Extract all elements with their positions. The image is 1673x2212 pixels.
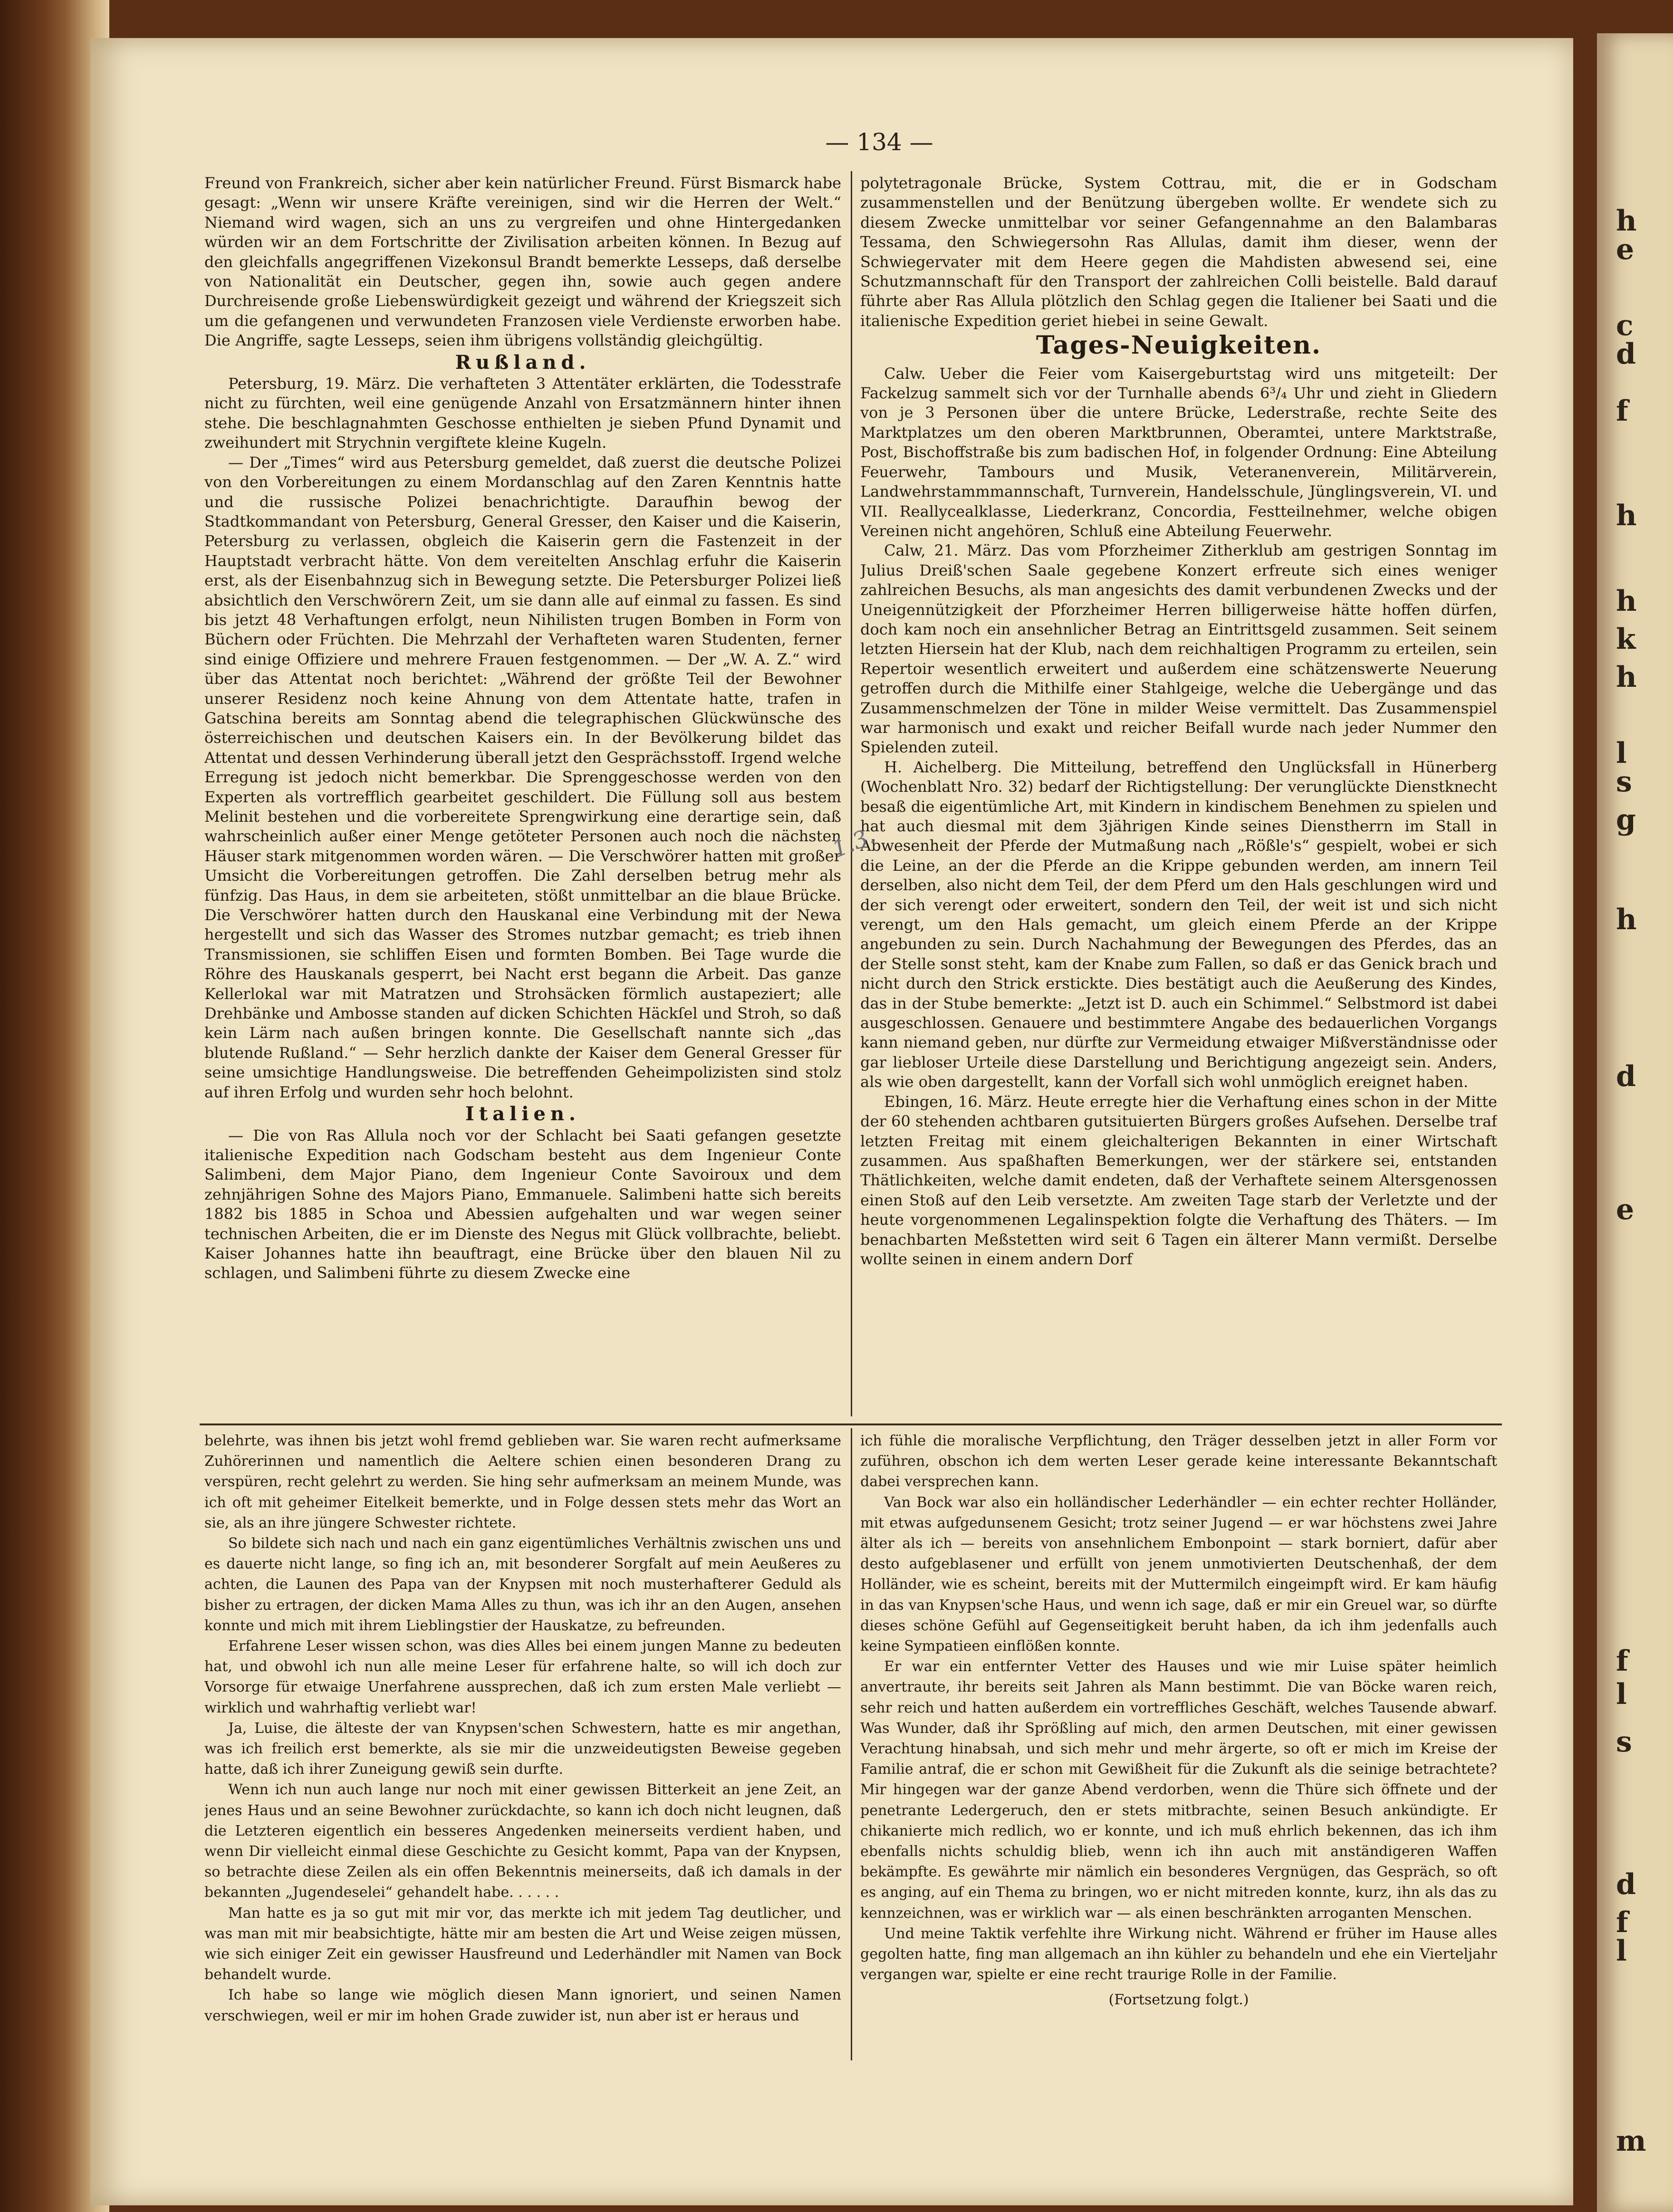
adjacent-page-letter: l xyxy=(1616,737,1627,770)
story-paragraph: ich fühle die moralische Verpflichtung, den Träger desselben jetzt in aller Form vor zuführen, obschon ich dem werten Leser gerade keine interessante Bekanntschaft dabei versprechen kann. xyxy=(860,1433,1497,1491)
article-paragraph: Petersburg, 19. März. Die verhafteten 3 Attentäter erklärten, die Todesstrafe nicht zu fürchten, weil eine genügende Anzahl von Ersatzmännern hinter ihnen stehe. Die beschlagnahmten Geschosse enthielten je sieben Pfund Dynamit und zweihundert mit Strychnin vergiftete kleine Kugeln. xyxy=(204,375,841,452)
continuation-note: (Fortsetzung folgt.) xyxy=(1108,1991,1249,2009)
adjacent-page-edge xyxy=(1597,33,1673,2212)
story-paragraph: So bildete sich nach und nach ein ganz eigentümliches Verhältnis zwischen uns und es dauerte nicht lange, so fing ich an, mit besonderer Sorgfalt auf mein Aeußeres zu achten, die Launen des Papa van der Knypsen mit noch musterhafterer Geduld als bisher zu ertragen, der dicken Mama Alles zu thun, was ich ihr an den Augen, ansehen konnte und mich mit ihrem Lieblingstier der Hauskatze, zu befreunden. xyxy=(204,1535,841,1634)
story-paragraph: Und meine Taktik verfehlte ihre Wirkung nicht. Während er früher im Hause alles gegolten hatte, fing man allgemach an ihn kühler zu behandeln und ehe ein Vierteljahr vergangen war, spielte er eine recht traurige Rolle in der Familie. xyxy=(860,1925,1497,1983)
column-divider xyxy=(851,171,852,1416)
adjacent-page-letter: g xyxy=(1616,803,1636,837)
adjacent-page-letter: e xyxy=(1616,233,1635,266)
article-paragraph: Freund von Frankreich, sicher aber kein natürlicher Freund. Fürst Bismarck habe gesagt: „Wenn wir unsere Kräfte vereinigen, sind wir die Herren der Welt.“ Niemand wird wagen, sich an uns zu vergreifen und ohne Hintergedanken würden wir an dem Fortschritte der Zivilisation arbeiten können. In Bezug auf den gleichfalls angegriffenen Vizekonsul Brandt bemerkte Lesseps, daß derselbe von Nationalität ein Deutscher, gegen ihn, sowie auch gegen andere Durchreisende große Liebenswürdigkeit gezeigt und während der Kriegszeit sich um die gefangenen und verwundeten Franzosen viele Verdienste erworben habe. Die Angriffe, sagte Lesseps, seien ihm übrigens vollständig gleichgültig. xyxy=(204,174,841,350)
adjacent-page-letter: e xyxy=(1616,1193,1635,1226)
article-paragraph: — Die von Ras Allula noch vor der Schlacht bei Saati gefangen gesetzte italienische Expedition nach Godscham besteht aus dem Ingenieur Conte Salimbeni, dem Major Piano, dem Ingenieur Conte Savoiroux und dem zehnjährigen Sohne des Majors Piano, Emmanuele. Salimbeni hatte sich bereits 1882 bis 1885 in Schoa und Abessien aufgehalten und war wegen seiner technischen Arbeiten, die er im Dienste des Negus mit Glück vollbrachte, beliebt. Kaiser Johannes hatte ihn beauftragt, eine Brücke über den blauen Nil zu schlagen, und Salimbeni führte zu diesem Zwecke eine xyxy=(204,1126,841,1282)
section-heading-tages-neuigkeiten: Tages-Neuigkeiten. xyxy=(1036,331,1322,360)
story-paragraph: belehrte, was ihnen bis jetzt wohl fremd geblieben war. Sie waren recht aufmerksame Zuhörerinnen und namentlich die Aeltere schien einen besonderen Drang zu verspüren, recht gelehrt zu werden. Sie hing sehr aufmerksam an meinem Munde, was ich oft mit geheimer Eitelkeit bemerkte, und in Folge dessen stets mehr das Wort an sie, als an ihre jüngere Schwester richtete. xyxy=(204,1433,841,1531)
story-paragraph: Er war ein entfernter Vetter des Hauses und wie mir Luise später heimlich anvertraute, ihr bereits seit Jahren als Mann bestimmt. Die van Böcke waren reich, sehr reich und hatten außerdem ein vortreffliches Geschäft, welches Tausende abwarf. Was Wunder, daß ihr Sprößling auf mich, den armen Deutschen, mit einer gewissen Verachtung hinabsah, und sich mehr und mehr ärgerte, so oft er mich im Kreise der Familie antraf, die er schon mit Gewißheit für die Zukunft als die seinige betrachtete? Mir hingegen war der ganze Abend verdorben, wenn die Thüre sich öffnete und der penetrante Ledergeruch, den er stets mitbrachte, seinen Besuch ankündigte. Er chikanierte mich redlich, wo er konnte, und ich muß ehrlich bekennen, das ich ihm ebenfalls nichts schuldig blieb, wenn ich ihn auch mit anständigeren Waffen bekämpfte. Es gewährte mir nämlich ein besonderes Vergnügen, das Gespräch, so oft es anging, auf ein Thema zu bringen, wo er nicht mitreden konnte, kurz, ihn als das zu kennzeichnen, was er wirklich war — als einen beschränkten arroganten Menschen. xyxy=(860,1658,1497,1922)
adjacent-page-letter: l xyxy=(1616,1678,1627,1711)
story-paragraph: Wenn ich nun auch lange nur noch mit einer gewissen Bitterkeit an jene Zeit, an jenes Haus und an seine Bewohner zurückdachte, so kann ich doch nicht leugnen, daß die Letzteren eigentlich ein besseres Angedenken meinerseits verdient haben, und wenn Dir vielleicht einmal diese Geschichte zu Gesicht kommt, Papa van der Knypsen, so betrachte diese Zeilen als ein offen Bekenntnis meinerseits, daß ich damals in der bekannten „Jugendeselei“ gehandelt habe. . . . . . xyxy=(204,1781,841,1901)
adjacent-page-letter: s xyxy=(1616,1725,1632,1759)
article-paragraph: Calw. Ueber die Feier vom Kaisergeburtstag wird uns mitgeteilt: Der Fackelzug sammelt sich vor der Turnhalle abends 6³/₄ Uhr und zieht in Gliedern von je 3 Personen über die untere Brücke, Lederstraße, rechte Seite des Marktplatzes um den oberen Marktbrunnen, Oberamtei, untere Marktstraße, Post, Bischoffstraße bis zum badischen Hof, in folgender Ordnung: Eine Abteilung Feuerwehr, Tambours und Musik, Veteranenverein, Militärverein, Landwehrstammmannschaft, Turnverein, Handelsschule, Jünglingsverein, VI. und VII. Reallycealklasse, Liederkranz, Concordia, Festteilnehmer, welche obigen Vereinen nicht angehören, Schluß eine Abteilung Feuerwehr. xyxy=(860,364,1497,540)
article-paragraph: Calw, 21. März. Das vom Pforzheimer Zitherklub am gestrigen Sonntag im Julius Dreiß'schen Saale gegebene Konzert erfreute sich eines weniger zahlreichen Besuchs, als man angesichts des damit verbundenen Zwecks und der Uneigennützigkeit der Pforzheimer Herren billigerweise hätte hoffen dürfen, doch kam noch ein ansehnlicher Betrag an Eintrittsgeld zusammen. Seit seinem letzten Hiersein hat der Klub, nach dem reichhaltigen Programm zu erteilen, sein Repertoir wesentlich erweitert und außerdem eine schätzenswerte Neuerung getroffen durch die Mithilfe einer Stahlgeige, welche die Uebergänge und das Zusammenschmelzen der Töne in milder Weise vermittelt. Das Zusammenspiel war harmonisch und exakt und reicher Beifall wurde nach jeder Nummer den Spielenden zuteil. xyxy=(860,541,1497,757)
adjacent-page-letter: l xyxy=(1616,1934,1627,1968)
story-paragraph: Van Bock war also ein holländischer Lederhändler — ein echter rechter Holländer, mit etwas aufgedunsenem Gesicht; trotz seiner Jugend — er war höchstens zwei Jahre älter als ich — bereits von ansehnlichem Embonpoint — stark borniert, dafür aber desto aufgeblasener und erfüllt von jenem unmotivierten Deutschenhaß, der dem Holländer, wie es scheint, bereits mit der Muttermilch eingeimpft wird. Er kam häufig in das van Knypsen'sche Haus, und wenn ich sage, daß er mir ein Greuel war, so dürfte dieses schöne Gefühl auf Gegenseitigkeit beruht haben, da ich ihm jedenfalls auch keine Sympatieen einflößen konnte. xyxy=(860,1494,1497,1655)
adjacent-page-letter: s xyxy=(1616,765,1632,798)
news-column-right xyxy=(860,173,1497,1419)
adjacent-page-letter: h xyxy=(1616,903,1637,936)
adjacent-page-letter: f xyxy=(1616,1645,1628,1678)
feuilleton-column-right xyxy=(860,1431,1497,2063)
article-paragraph: Ebingen, 16. März. Heute erregte hier die Verhaftung eines schon in der Mitte der 60 stehenden achtbaren gutsituierten Bürgers großes Aufsehen. Derselbe traf letzten Freitag mit einem gleichalterigen Bekannten in einer Wirtschaft zusammen. Aus spaßhaften Bemerkungen, wer der stärkere sei, entstanden Thätlichkeiten, welche damit endeten, daß der Verhaftete seinem Altersgenossen einen Stoß auf den Leib versetzte. Am zweiten Tage starb der Verletzte und der heute vorgenommenen Legalinspektion folgte die Verhaftung des Thäters. — Im benachbarten Meßstetten wird seit 6 Tagen ein älterer Mann vermißt. Derselbe wollte seinen in einem andern Dorf xyxy=(860,1092,1497,1268)
adjacent-page-letter: m xyxy=(1616,2125,1646,2158)
adjacent-page-letter: d xyxy=(1616,1868,1636,1901)
news-column-left xyxy=(204,173,841,1419)
story-paragraph: Ich habe so lange wie möglich diesen Mann ignoriert, und seinen Namen verschwiegen, weil er mir im hohen Grade zuwider ist, nun aber ist er heraus und xyxy=(204,1987,841,2024)
story-paragraph: Man hatte es ja so gut mit mir vor, das merkte ich mit jedem Tag deutlicher, und was man mit mir beabsichtigte, hätte mir am besten die Art und Weise zeigen müssen, wie sich einiger Zeit ein gewisser Hausfreund und Lederhändler mit Namen van Bock behandelt wurde. xyxy=(204,1904,841,1983)
column-divider xyxy=(851,1428,852,2060)
story-paragraph: Ja, Luise, die älteste der van Knypsen'schen Schwestern, hatte es mir angethan, was ich freilich erst bemerkte, als sie mir die unzweideutigsten Beweise gegeben hatte, daß ich ihrer Zuneigung gewiß sein durfte. xyxy=(204,1720,841,1778)
section-heading-russland: Rußland. xyxy=(455,351,591,374)
adjacent-page-letter: h xyxy=(1616,585,1637,618)
article-paragraph: polytetragonale Brücke, System Cottrau, mit, die er in Godscham zusammenstellen und der Benützung übergeben wollte. Er wendete sich zu diesem Zwecke unmittelbar vor seiner Gefangennahme an den Balambaras Tessama, den Schwiegersohn Ras Allulas, damit ihm dieser, wenn der Schwiegervater mit dem Heere gegen die Mahdisten abwesend sei, eine Schutzmannschaft für den Transport der zahlreichen Colli beistelle. Bald darauf führte aber Ras Allula plötzlich den Schlag gegen die Italiener bei Saati und die italienische Expedition geriet hiebei in seine Gewalt. xyxy=(860,174,1497,330)
story-paragraph: Erfahrene Leser wissen schon, was dies Alles bei einem jungen Manne zu bedeuten hat, und obwohl ich nun alle meine Leser für erfahrene halte, so will ich doch zur Vorsorge für etwaige Unerfahrene aussprechen, daß ich zum ersten Male verliebt — wirklich und wahrhaftig verliebt war! xyxy=(204,1638,841,1716)
page-number: — 134 — xyxy=(825,128,933,156)
feuilleton-divider xyxy=(200,1423,1502,1425)
adjacent-page-letter: h xyxy=(1616,204,1637,238)
section-heading-italien: Italien. xyxy=(465,1103,580,1125)
adjacent-page-letter: f xyxy=(1616,1906,1628,1939)
adjacent-page-letter: f xyxy=(1616,394,1628,428)
adjacent-page-letter: k xyxy=(1616,623,1636,656)
pencil-annotation: 1.3. xyxy=(828,822,879,864)
adjacent-page-letter: d xyxy=(1616,1060,1636,1093)
feuilleton-column-left xyxy=(204,1431,841,2063)
adjacent-page-letter: c xyxy=(1616,309,1634,342)
adjacent-page-letter: h xyxy=(1616,499,1637,532)
article-paragraph: H. Aichelberg. Die Mitteilung, betreffend den Unglücksfall in Hünerberg (Wochenblatt Nro. 32) bedarf der Richtigstellung: Der verunglückte Dienstknecht besaß die eigentümliche Art, mit Kindern in kindischem Benehmen zu spielen und hat auch diesmal mit dem 3jährigen Kinde seines Dienstherrn im Stall in Abwesenheit der Pferde der Mutmaßung nach „Rößle's“ gespielt, wobei er sich die Leine, an der die Pferde an die Krippe gebunden werden, am innern Teil derselben, also nicht dem Teil, der dem Pferd um den Hals geschlungen wird und der sich verengt oder erweitert, sondern den Teil, der weit ist und sich nicht verengt, um den Hals gemacht, um gleich einem Pferde an der Krippe angebunden zu sein. Durch Nachahmung der Bewegungen des Pferdes, das an der Stelle sonst steht, kam der Knabe zum Fallen, so daß er das Genick brach und nicht durch den Strick erstickte. Dies bestätigt auch die Aeußerung des Kindes, das in der Stube bemerkte: „Jetzt ist D. auch ein Schimmel.“ Selbstmord ist dabei ausgeschlossen. Genauere und bestimmtere Angabe des bedauerlichen Vorgangs kann niemand geben, nur dürfte zur Vermeidung etwaiger Mißverständnisse oder gar liebloser Urteile diese Darstellung und Berichtigung angezeigt sein. Anders, als wie oben dargestellt, kann der Vorfall sich wohl unmöglich ereignet haben. xyxy=(860,758,1497,1091)
adjacent-page-letter: h xyxy=(1616,661,1637,694)
adjacent-page-letter: d xyxy=(1616,337,1636,371)
article-paragraph: — Der „Times“ wird aus Petersburg gemeldet, daß zuerst die deutsche Polizei von den Vorbereitungen zu einem Mordanschlag auf den Zaren Kenntnis hatte und die russische Polizei benachrichtigte. Daraufhin bewog der Stadtkommandant von Petersburg, General Gresser, den Kaiser und die Kaiserin, Petersburg zu verlassen, obgleich die Kaiserin gern die Fastenzeit in der Hauptstadt verbracht hätte. Von dem vereitelten Anschlag erfuhr die Kaiserin erst, als der Eisenbahnzug sich in Bewegung setzte. Die Petersburger Polizei ließ absichtlich den Verschwörern Zeit, um sie dann alle auf einmal zu fassen. Es sind bis jetzt 48 Verhaftungen erfolgt, neun Nihilisten trugen Bomben in Form von Büchern oder Früchten. Die Mehrzahl der Verhafteten waren Studenten, ferner sind einige Offiziere und mehrere Frauen festgenommen. — Der „W. A. Z.“ wird über das Attentat noch berichtet: „Während der größte Teil der Bewohner unserer Residenz noch keine Ahnung von dem Attentate hatte, trafen in Gatschina bereits am Sonntag abend die telegraphischen Glückwünsche des österreichischen und deutschen Kaisers ein. In der Bevölkerung bildet das Attentat und dessen Verhinderung überall jetzt den Gesprächsstoff. Irgend welche Erregung ist jedoch nicht bemerkbar. Die Sprenggeschosse werden von den Experten als vortrefflich gearbeitet geschildert. Die Füllung soll aus bestem Melinit bestehen und die vorbereitete Sprengwirkung eine derartige sein, daß wahrscheinlich außer einer Menge getöteter Personen auch noch die nächsten Häuser stark mitgenommen worden wären. — Die Verschwörer hatten mit großer Umsicht die Vorbereitungen getroffen. Die Zahl derselben betrug mehr als fünfzig. Das Haus, in dem sie arbeiteten, stößt unmittelbar an die blaue Brücke. Die Verschwörer hatten durch den Hauskanal eine Verbindung mit der Newa hergestellt und sich das Wasser des Stromes nutzbar gemacht; es trieb ihnen Transmissionen, sie schliffen Eisen und formten Bomben. Bei Tage wurde die Röhre des Hauskanals gesperrt, bei Nacht erst begann die Arbeit. Das ganze Kellerlokal war mit Matratzen und Strohsäcken förmlich austapeziert; alle Drehbänke und Ambosse standen auf dicken Schichten Häckſel und Stroh, so daß kein Lärm nach außen bringen konnte. Die Gesellschaft nannte sich „das blutende Rußland.“ — Sehr herzlich dankte der Kaiser dem General Gresser für seine umsichtige Handlungsweise. Die betreffenden Geheimpolizisten sind stolz auf ihren Erfolg und wurden sehr hoch belohnt. xyxy=(204,453,841,1101)
